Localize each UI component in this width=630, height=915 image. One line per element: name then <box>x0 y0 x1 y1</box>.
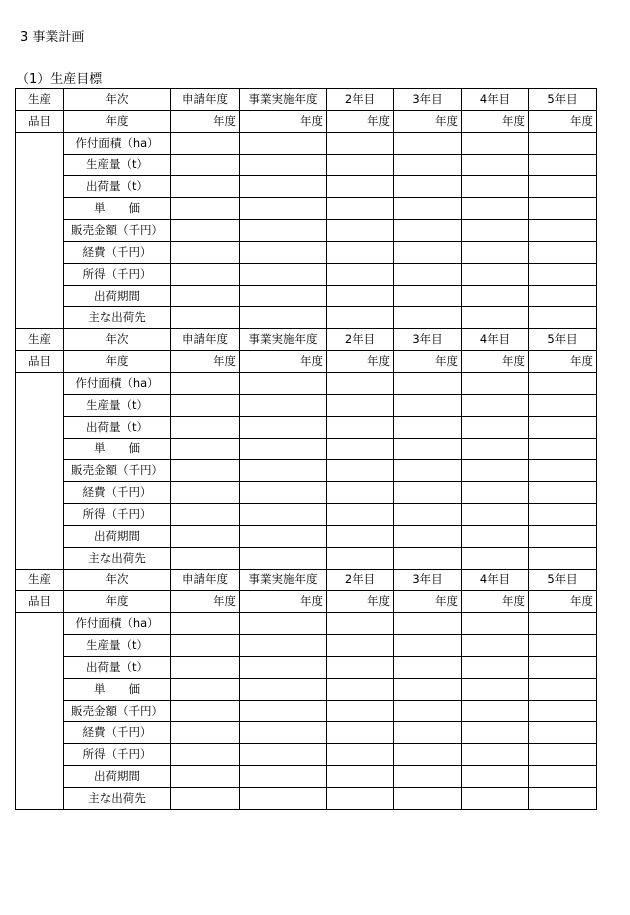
row-label: 作付面積（ha） <box>64 613 171 635</box>
value-cell[interactable] <box>394 700 462 722</box>
value-cell[interactable] <box>327 700 394 722</box>
value-cell[interactable] <box>327 656 394 678</box>
value-cell[interactable] <box>171 132 240 154</box>
value-cell[interactable] <box>529 525 597 547</box>
value-cell[interactable] <box>327 372 394 394</box>
value-cell[interactable] <box>462 438 529 460</box>
value-cell[interactable] <box>327 176 394 198</box>
value-cell[interactable] <box>394 307 462 329</box>
value-cell[interactable] <box>529 198 597 220</box>
value-cell[interactable] <box>327 744 394 766</box>
value-cell[interactable] <box>394 394 462 416</box>
value-cell[interactable] <box>240 482 327 504</box>
header-cell: 3年目 <box>394 89 462 111</box>
value-cell[interactable] <box>462 678 529 700</box>
table-row <box>16 438 597 460</box>
header-row-fiscal <box>16 351 597 373</box>
table-row <box>16 744 597 766</box>
value-cell[interactable] <box>171 154 240 176</box>
value-cell[interactable] <box>327 504 394 526</box>
header-cell: 年次 <box>64 569 171 591</box>
header-cell: 年度 <box>64 351 171 373</box>
row-label: 主な出荷先 <box>64 788 171 810</box>
value-cell[interactable] <box>240 285 327 307</box>
value-cell[interactable] <box>394 176 462 198</box>
value-cell[interactable] <box>462 482 529 504</box>
value-cell[interactable] <box>327 307 394 329</box>
value-cell[interactable] <box>462 613 529 635</box>
value-cell[interactable] <box>394 613 462 635</box>
value-cell[interactable] <box>529 154 597 176</box>
header-cell: 年度 <box>462 110 529 132</box>
value-cell[interactable] <box>240 525 327 547</box>
row-label: 単 価 <box>64 198 171 220</box>
value-cell[interactable] <box>394 460 462 482</box>
value-cell[interactable] <box>462 263 529 285</box>
row-label: 生産量（t） <box>64 154 171 176</box>
value-cell[interactable] <box>462 766 529 788</box>
value-cell[interactable] <box>529 372 597 394</box>
header-row-year <box>16 89 597 111</box>
header-cell: 申請年度 <box>171 569 240 591</box>
header-cell: 申請年度 <box>171 89 240 111</box>
product-item-cell[interactable] <box>16 372 64 569</box>
row-label: 生産量（t） <box>64 394 171 416</box>
row-label: 経費（千円） <box>64 722 171 744</box>
header-cell: 年度 <box>529 110 597 132</box>
table-row <box>16 263 597 285</box>
value-cell[interactable] <box>171 613 240 635</box>
value-cell[interactable] <box>171 263 240 285</box>
header-cell: 年度 <box>394 591 462 613</box>
product-item-cell[interactable] <box>16 132 64 329</box>
value-cell[interactable] <box>240 132 327 154</box>
value-cell[interactable] <box>327 438 394 460</box>
value-cell[interactable] <box>394 220 462 242</box>
value-cell[interactable] <box>394 788 462 810</box>
value-cell[interactable] <box>462 154 529 176</box>
header-cell: 5年目 <box>529 329 597 351</box>
value-cell[interactable] <box>394 438 462 460</box>
row-label: 出荷量（t） <box>64 416 171 438</box>
value-cell[interactable] <box>327 635 394 657</box>
table-row <box>16 241 597 263</box>
value-cell[interactable] <box>529 722 597 744</box>
table-row <box>16 154 597 176</box>
value-cell[interactable] <box>240 154 327 176</box>
value-cell[interactable] <box>327 285 394 307</box>
value-cell[interactable] <box>327 198 394 220</box>
header-cell: 3年目 <box>394 569 462 591</box>
value-cell[interactable] <box>529 263 597 285</box>
value-cell[interactable] <box>529 394 597 416</box>
header-cell: 年度 <box>171 351 240 373</box>
value-cell[interactable] <box>529 766 597 788</box>
value-cell[interactable] <box>394 547 462 569</box>
header-cell: 事業実施年度 <box>240 329 327 351</box>
value-cell[interactable] <box>171 307 240 329</box>
value-cell[interactable] <box>529 132 597 154</box>
row-label: 出荷期間 <box>64 766 171 788</box>
value-cell[interactable] <box>462 547 529 569</box>
value-cell[interactable] <box>240 176 327 198</box>
production-target-table <box>15 88 597 810</box>
header-cell: 2年目 <box>327 89 394 111</box>
header-cell: 申請年度 <box>171 329 240 351</box>
table-row <box>16 416 597 438</box>
subsection-title: （1）生産目標 <box>16 72 103 87</box>
value-cell[interactable] <box>394 198 462 220</box>
header-cell: 生産 <box>16 329 64 351</box>
value-cell[interactable] <box>240 241 327 263</box>
value-cell[interactable] <box>462 372 529 394</box>
row-label: 所得（千円） <box>64 504 171 526</box>
row-label: 単 価 <box>64 678 171 700</box>
value-cell[interactable] <box>171 460 240 482</box>
value-cell[interactable] <box>171 504 240 526</box>
value-cell[interactable] <box>327 788 394 810</box>
product-item-cell[interactable] <box>16 613 64 810</box>
table-row <box>16 678 597 700</box>
header-cell: 年度 <box>327 351 394 373</box>
row-label: 作付面積（ha） <box>64 132 171 154</box>
row-label: 経費（千円） <box>64 482 171 504</box>
row-label: 作付面積（ha） <box>64 372 171 394</box>
value-cell[interactable] <box>462 307 529 329</box>
header-cell: 事業実施年度 <box>240 89 327 111</box>
value-cell[interactable] <box>462 285 529 307</box>
table-row <box>16 285 597 307</box>
table-row <box>16 176 597 198</box>
value-cell[interactable] <box>240 416 327 438</box>
header-cell: 年度 <box>240 591 327 613</box>
value-cell[interactable] <box>327 241 394 263</box>
value-cell[interactable] <box>327 525 394 547</box>
value-cell[interactable] <box>240 504 327 526</box>
value-cell[interactable] <box>529 416 597 438</box>
header-cell: 品目 <box>16 110 64 132</box>
value-cell[interactable] <box>327 460 394 482</box>
value-cell[interactable] <box>394 766 462 788</box>
value-cell[interactable] <box>462 700 529 722</box>
value-cell[interactable] <box>171 285 240 307</box>
table-row <box>16 394 597 416</box>
header-cell: 年度 <box>171 110 240 132</box>
value-cell[interactable] <box>394 132 462 154</box>
value-cell[interactable] <box>171 788 240 810</box>
value-cell[interactable] <box>327 394 394 416</box>
row-label: 主な出荷先 <box>64 547 171 569</box>
row-label: 出荷期間 <box>64 285 171 307</box>
value-cell[interactable] <box>171 525 240 547</box>
value-cell[interactable] <box>327 613 394 635</box>
row-label: 販売金額（千円） <box>64 700 171 722</box>
row-label: 所得（千円） <box>64 263 171 285</box>
value-cell[interactable] <box>327 154 394 176</box>
header-cell: 年度 <box>529 591 597 613</box>
value-cell[interactable] <box>240 635 327 657</box>
value-cell[interactable] <box>240 220 327 242</box>
value-cell[interactable] <box>529 547 597 569</box>
value-cell[interactable] <box>529 460 597 482</box>
value-cell[interactable] <box>240 198 327 220</box>
table-row <box>16 460 597 482</box>
header-cell: 年次 <box>64 89 171 111</box>
value-cell[interactable] <box>529 504 597 526</box>
value-cell[interactable] <box>462 525 529 547</box>
header-cell: 年度 <box>462 591 529 613</box>
value-cell[interactable] <box>240 307 327 329</box>
value-cell[interactable] <box>394 241 462 263</box>
table-row <box>16 198 597 220</box>
value-cell[interactable] <box>394 635 462 657</box>
value-cell[interactable] <box>394 154 462 176</box>
header-cell: 年次 <box>64 329 171 351</box>
value-cell[interactable] <box>240 766 327 788</box>
row-label: 経費（千円） <box>64 241 171 263</box>
value-cell[interactable] <box>462 788 529 810</box>
value-cell[interactable] <box>327 766 394 788</box>
header-cell: 生産 <box>16 89 64 111</box>
header-cell: 年度 <box>240 351 327 373</box>
value-cell[interactable] <box>394 372 462 394</box>
table-row <box>16 132 597 154</box>
row-label: 単 価 <box>64 438 171 460</box>
value-cell[interactable] <box>462 241 529 263</box>
value-cell[interactable] <box>462 656 529 678</box>
value-cell[interactable] <box>240 263 327 285</box>
value-cell[interactable] <box>240 547 327 569</box>
header-cell: 年度 <box>327 110 394 132</box>
value-cell[interactable] <box>240 372 327 394</box>
value-cell[interactable] <box>240 394 327 416</box>
table-row <box>16 656 597 678</box>
value-cell[interactable] <box>462 722 529 744</box>
value-cell[interactable] <box>394 263 462 285</box>
value-cell[interactable] <box>240 438 327 460</box>
header-row-year <box>16 569 597 591</box>
header-cell: 年度 <box>394 110 462 132</box>
value-cell[interactable] <box>240 460 327 482</box>
value-cell[interactable] <box>462 394 529 416</box>
value-cell[interactable] <box>171 744 240 766</box>
header-cell: 事業実施年度 <box>240 569 327 591</box>
value-cell[interactable] <box>171 241 240 263</box>
value-cell[interactable] <box>171 220 240 242</box>
value-cell[interactable] <box>462 744 529 766</box>
value-cell[interactable] <box>327 722 394 744</box>
value-cell[interactable] <box>529 700 597 722</box>
value-cell[interactable] <box>171 547 240 569</box>
header-cell: 5年目 <box>529 569 597 591</box>
value-cell[interactable] <box>327 416 394 438</box>
header-cell: 4年目 <box>462 89 529 111</box>
header-cell: 2年目 <box>327 569 394 591</box>
value-cell[interactable] <box>327 263 394 285</box>
header-cell: 品目 <box>16 351 64 373</box>
value-cell[interactable] <box>327 678 394 700</box>
table-row <box>16 504 597 526</box>
value-cell[interactable] <box>529 635 597 657</box>
value-cell[interactable] <box>171 394 240 416</box>
header-cell: 年度 <box>64 591 171 613</box>
row-label: 所得（千円） <box>64 744 171 766</box>
value-cell[interactable] <box>240 788 327 810</box>
value-cell[interactable] <box>327 220 394 242</box>
row-label: 出荷量（t） <box>64 656 171 678</box>
value-cell[interactable] <box>327 547 394 569</box>
value-cell[interactable] <box>529 678 597 700</box>
header-cell: 2年目 <box>327 329 394 351</box>
table-row <box>16 613 597 635</box>
value-cell[interactable] <box>462 198 529 220</box>
row-label: 生産量（t） <box>64 635 171 657</box>
value-cell[interactable] <box>394 722 462 744</box>
header-cell: 年度 <box>171 591 240 613</box>
value-cell[interactable] <box>240 678 327 700</box>
value-cell[interactable] <box>171 482 240 504</box>
value-cell[interactable] <box>394 744 462 766</box>
header-cell: 4年目 <box>462 569 529 591</box>
header-row-fiscal <box>16 110 597 132</box>
value-cell[interactable] <box>529 744 597 766</box>
value-cell[interactable] <box>171 416 240 438</box>
value-cell[interactable] <box>394 482 462 504</box>
table-row <box>16 700 597 722</box>
value-cell[interactable] <box>240 722 327 744</box>
value-cell[interactable] <box>529 220 597 242</box>
section-title: 3 事業計画 <box>20 30 85 45</box>
table-row <box>16 788 597 810</box>
header-cell: 3年目 <box>394 329 462 351</box>
value-cell[interactable] <box>327 132 394 154</box>
table-row <box>16 372 597 394</box>
value-cell[interactable] <box>240 613 327 635</box>
table-row <box>16 220 597 242</box>
value-cell[interactable] <box>240 700 327 722</box>
row-label: 販売金額（千円） <box>64 220 171 242</box>
row-label: 出荷量（t） <box>64 176 171 198</box>
header-cell: 品目 <box>16 591 64 613</box>
value-cell[interactable] <box>529 307 597 329</box>
value-cell[interactable] <box>171 198 240 220</box>
value-cell[interactable] <box>529 241 597 263</box>
value-cell[interactable] <box>462 460 529 482</box>
header-cell: 年度 <box>240 110 327 132</box>
header-row-fiscal <box>16 591 597 613</box>
header-cell: 生産 <box>16 569 64 591</box>
value-cell[interactable] <box>240 744 327 766</box>
header-cell: 年度 <box>462 351 529 373</box>
value-cell[interactable] <box>171 438 240 460</box>
value-cell[interactable] <box>240 656 327 678</box>
header-cell: 年度 <box>64 110 171 132</box>
value-cell[interactable] <box>171 372 240 394</box>
value-cell[interactable] <box>462 176 529 198</box>
value-cell[interactable] <box>394 504 462 526</box>
header-cell: 年度 <box>394 351 462 373</box>
table-row <box>16 722 597 744</box>
header-cell: 年度 <box>529 351 597 373</box>
value-cell[interactable] <box>529 788 597 810</box>
value-cell[interactable] <box>327 482 394 504</box>
value-cell[interactable] <box>529 613 597 635</box>
value-cell[interactable] <box>529 285 597 307</box>
value-cell[interactable] <box>171 678 240 700</box>
value-cell[interactable] <box>462 504 529 526</box>
value-cell[interactable] <box>394 416 462 438</box>
value-cell[interactable] <box>171 656 240 678</box>
table-row <box>16 766 597 788</box>
value-cell[interactable] <box>462 416 529 438</box>
value-cell[interactable] <box>394 285 462 307</box>
value-cell[interactable] <box>394 656 462 678</box>
table-row <box>16 307 597 329</box>
table-row <box>16 482 597 504</box>
header-cell: 年度 <box>327 591 394 613</box>
table-row <box>16 525 597 547</box>
table-row <box>16 547 597 569</box>
value-cell[interactable] <box>171 176 240 198</box>
value-cell[interactable] <box>171 700 240 722</box>
header-cell: 4年目 <box>462 329 529 351</box>
value-cell[interactable] <box>462 220 529 242</box>
row-label: 主な出荷先 <box>64 307 171 329</box>
value-cell[interactable] <box>529 656 597 678</box>
value-cell[interactable] <box>394 525 462 547</box>
value-cell[interactable] <box>171 635 240 657</box>
value-cell[interactable] <box>394 678 462 700</box>
value-cell[interactable] <box>171 722 240 744</box>
table-row <box>16 635 597 657</box>
header-row-year <box>16 329 597 351</box>
row-label: 出荷期間 <box>64 525 171 547</box>
value-cell[interactable] <box>529 176 597 198</box>
value-cell[interactable] <box>462 132 529 154</box>
header-cell: 5年目 <box>529 89 597 111</box>
value-cell[interactable] <box>529 438 597 460</box>
value-cell[interactable] <box>462 635 529 657</box>
row-label: 販売金額（千円） <box>64 460 171 482</box>
value-cell[interactable] <box>171 766 240 788</box>
value-cell[interactable] <box>529 482 597 504</box>
